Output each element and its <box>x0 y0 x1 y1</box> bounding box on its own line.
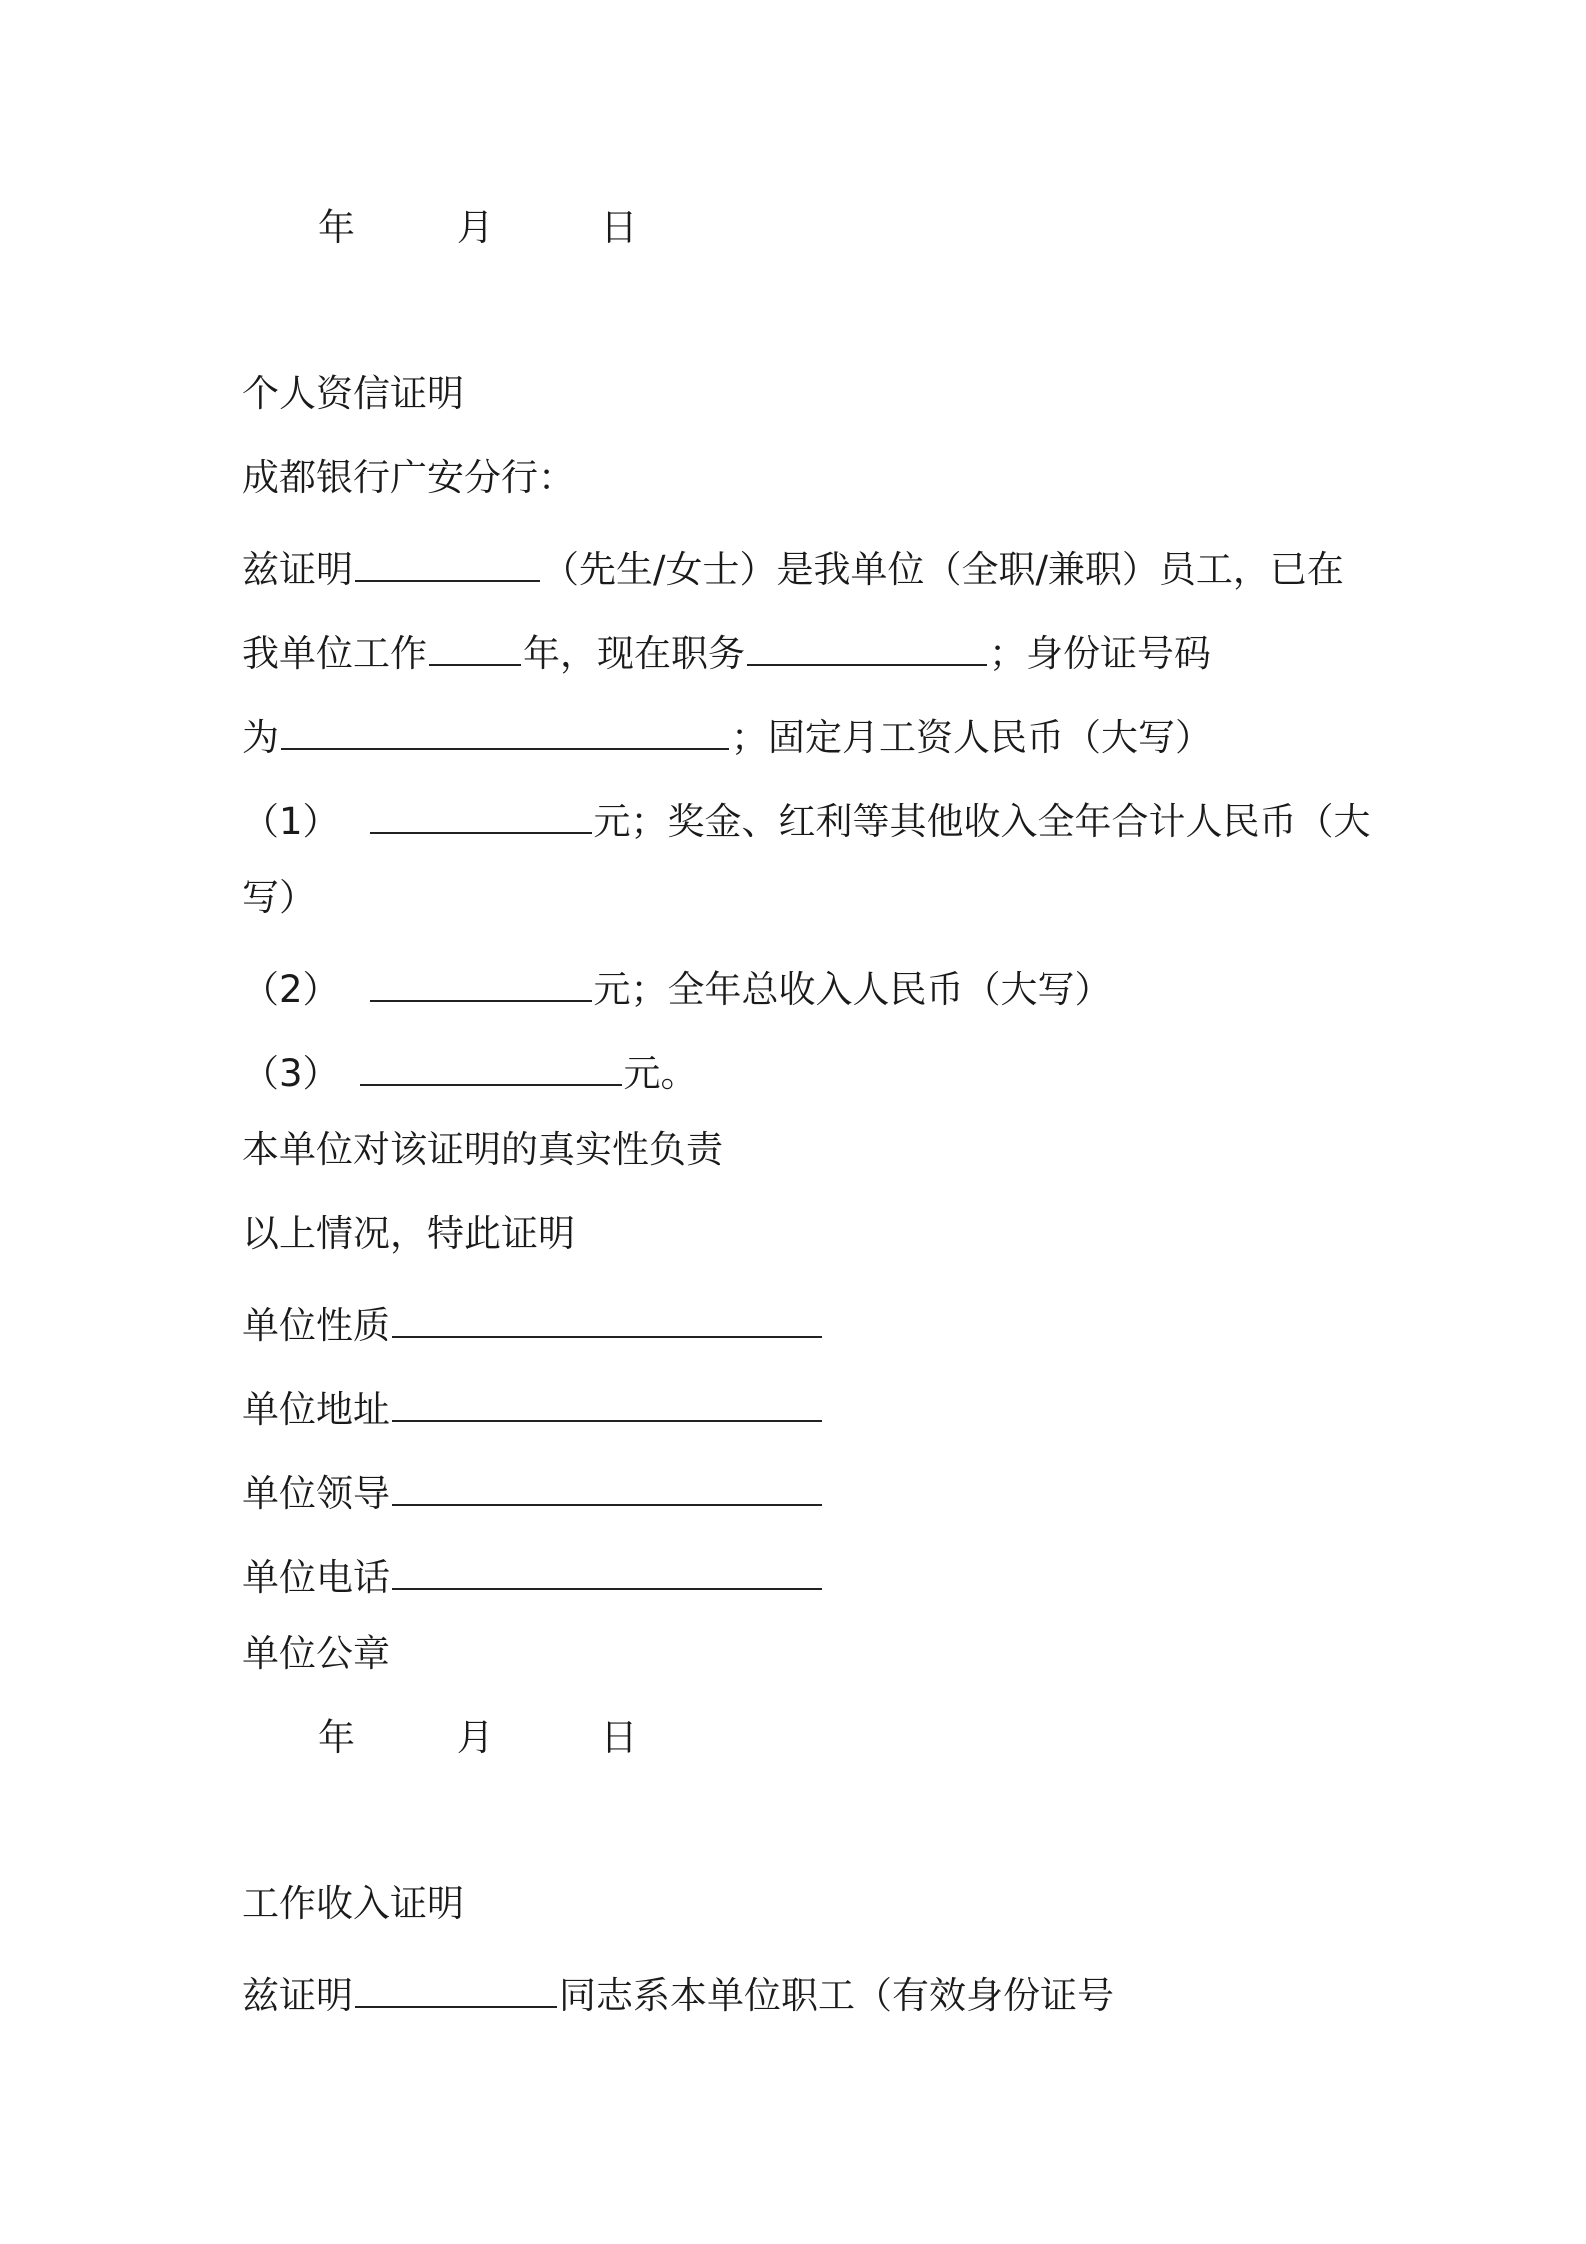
year-label: 年 <box>318 1716 355 1759</box>
date-line-top <box>318 198 638 258</box>
day-label: 日 <box>600 1716 638 1759</box>
credit-para-line-3: 为 ；固定月工资人民币（大写） <box>242 700 1212 760</box>
unit-leader-field[interactable] <box>392 1456 822 1506</box>
unit-phone-row: 单位电话 <box>242 1540 824 1600</box>
credit-para-line-1: 兹证明 （先生/女士）是我单位（全职/兼职）员工，已在 <box>242 532 1344 592</box>
hereby-certify: 以上情况，特此证明 <box>242 1212 575 1255</box>
unit-phone-field[interactable] <box>392 1540 822 1590</box>
day-label: 日 <box>600 206 638 249</box>
credit-para-line-6: （2） 元；全年总收入人民币（大写） <box>242 952 1112 1012</box>
annual-income-blank[interactable] <box>360 1036 622 1086</box>
month-label: 月 <box>456 1716 494 1759</box>
monthly-salary-blank[interactable] <box>370 784 592 834</box>
income-title: 工作收入证明 <box>242 1882 464 1925</box>
credit-addressee: 成都银行广安分行： <box>242 456 575 499</box>
credit-para-line-4: （1） 元；奖金、红利等其他收入全年合计人民币（大 <box>242 784 1371 844</box>
year-label: 年 <box>318 206 355 249</box>
unit-nature-field[interactable] <box>392 1288 822 1338</box>
unit-leader-row: 单位领导 <box>242 1456 824 1516</box>
unit-seal-label: 单位公章 <box>242 1632 390 1675</box>
id-number-blank[interactable] <box>281 700 729 750</box>
responsibility-statement: 本单位对该证明的真实性负责 <box>242 1128 723 1171</box>
unit-address-row: 单位地址 <box>242 1372 824 1432</box>
position-blank[interactable] <box>747 616 987 666</box>
month-label: 月 <box>456 206 494 249</box>
unit-nature-row: 单位性质 <box>242 1288 824 1348</box>
credit-title: 个人资信证明 <box>242 372 464 415</box>
credit-para-line-7: （3） 元。 <box>242 1036 698 1096</box>
credit-para-line-5: 写） <box>242 876 316 919</box>
bonus-blank[interactable] <box>370 952 592 1002</box>
name-blank[interactable] <box>355 532 540 582</box>
date-line-bottom <box>318 1708 638 1768</box>
income-para-line-1: 兹证明 同志系本单位职工（有效身份证号 <box>242 1958 1114 2018</box>
income-name-blank[interactable] <box>355 1958 557 2008</box>
years-blank[interactable] <box>429 616 521 666</box>
unit-address-field[interactable] <box>392 1372 822 1422</box>
credit-para-line-2: 我单位工作 年，现在职务 ；身份证号码 <box>242 616 1211 676</box>
